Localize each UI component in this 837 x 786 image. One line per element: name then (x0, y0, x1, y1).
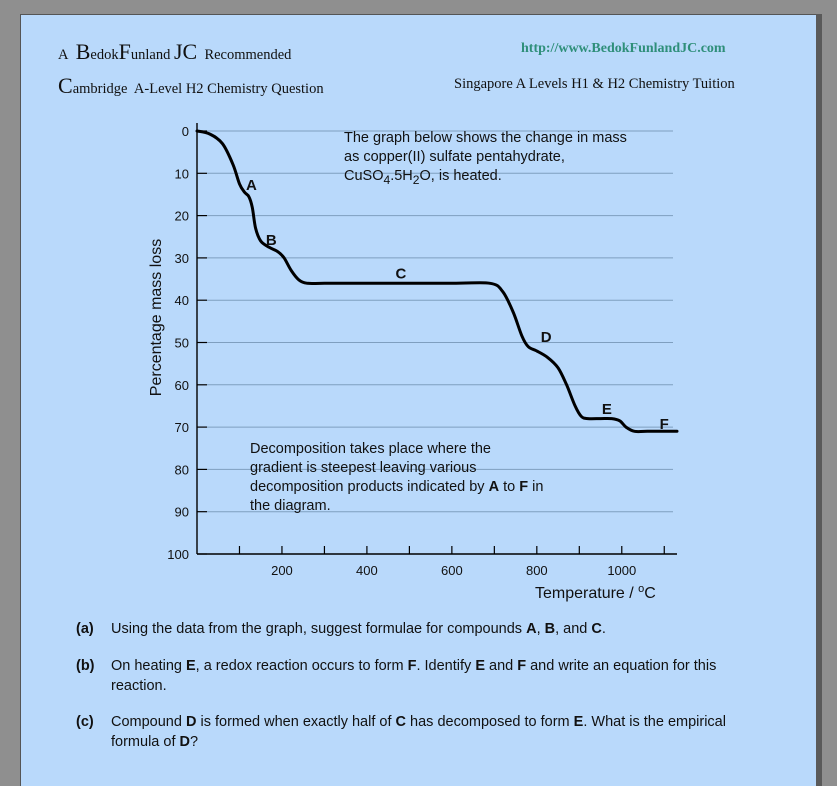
header-tuition: Singapore A Levels H1 & H2 Chemistry Tuition (454, 76, 735, 92)
q-bold: F (517, 658, 527, 674)
q-bold: D (185, 714, 197, 730)
point-label-c: C (395, 265, 407, 283)
x-tick-label: 800 (525, 563, 548, 578)
q-text: ? (189, 733, 199, 750)
formula-part: .5H (390, 168, 413, 184)
q-text: and write an equation for this reaction. (111, 658, 717, 694)
q-bold: A (526, 621, 537, 637)
q-text: Compound (111, 714, 186, 730)
question-c (76, 713, 761, 752)
y-tick-label: 0 (181, 124, 189, 139)
q-text: has decomposed to form (406, 714, 574, 730)
q-bold: D (179, 733, 190, 750)
y-tick-label: 80 (174, 462, 189, 478)
x-tick-label: 400 (356, 563, 378, 578)
header-cambridge-rest: ambridge (72, 81, 128, 97)
point-label-b: B (265, 231, 277, 249)
y-tick-label: 90 (174, 504, 189, 520)
header-cambridge-cap: C (58, 73, 73, 98)
x-axis-label-degree: o (638, 583, 645, 595)
worksheet-page (20, 14, 816, 786)
header-recommended-word: Recommended (204, 47, 292, 63)
decomposition-note-line1: Decomposition takes place where the (250, 441, 491, 457)
header-funland-cap: F (118, 39, 131, 64)
x-axis-label-unit: C (644, 585, 656, 602)
y-tick-label: 20 (174, 208, 189, 224)
q-bold: F (407, 658, 417, 674)
question-text (111, 620, 761, 640)
q-text: , and (555, 621, 592, 637)
graph-description-line1: The graph below shows the change in mass (344, 130, 627, 146)
q-bold: B (544, 621, 556, 637)
decomposition-note-line2: gradient is steepest leaving various (250, 460, 477, 476)
question-label: (c) (76, 714, 94, 730)
y-tick-label: 70 (174, 420, 189, 436)
point-label-f: F (659, 415, 669, 433)
q-text: On heating (111, 658, 186, 674)
note-text: in (528, 479, 544, 495)
point-label-e: E (601, 401, 612, 419)
q-bold: E (185, 658, 196, 674)
q-text: , (536, 621, 545, 637)
graph-description (344, 129, 684, 190)
header-a: A (58, 47, 69, 63)
point-label-a: A (245, 176, 257, 194)
header-jc: JC (173, 39, 198, 64)
x-tick-label: 200 (271, 563, 293, 578)
y-tick-label: 50 (174, 335, 189, 351)
y-axis-label: Percentage mass loss (148, 238, 165, 397)
header-url-link[interactable]: http://www.BedokFunlandJC.com (521, 41, 726, 56)
q-text: . Identify (416, 658, 476, 674)
x-tick-label: 600 (441, 563, 463, 578)
q-bold: C (395, 714, 407, 730)
y-tick-label: 100 (167, 547, 189, 562)
formula-subscript: 2 (412, 172, 420, 187)
header-bedok-cap: B (75, 39, 91, 64)
formula-subscript: 4 (383, 172, 391, 187)
question-b (76, 657, 761, 696)
decomposition-note-line4: the diagram. (250, 498, 331, 514)
note-text: to (499, 479, 520, 495)
x-tick-label: 1000 (607, 563, 637, 578)
q-text: , a redox reaction occurs to form (195, 658, 408, 674)
x-axis-label-pre: Temperature / (535, 585, 639, 602)
point-label-d: D (540, 329, 552, 347)
header-subject: A-Level H2 Chemistry Question (133, 81, 324, 97)
question-label: (b) (76, 658, 95, 674)
header-funland-rest: unland (130, 47, 171, 63)
y-tick-label: 10 (174, 166, 189, 182)
formula-part: CuSO (344, 168, 384, 184)
question-label: (a) (76, 621, 94, 637)
question-a (76, 620, 761, 640)
graph-description-line2: as copper(II) sulfate pentahydrate, (344, 149, 565, 165)
question-text (111, 713, 761, 752)
q-text: . (601, 621, 606, 637)
y-tick-label: 30 (174, 250, 189, 266)
question-text (111, 657, 761, 696)
decomposition-note (250, 440, 600, 516)
note-text: decomposition products indicated by (250, 479, 489, 495)
formula-part: O, is heated. (419, 168, 502, 184)
q-bold: E (475, 658, 485, 674)
graph-description-line3 (344, 167, 684, 190)
y-tick-label: 60 (174, 377, 189, 393)
mass-loss-chart (21, 15, 816, 615)
note-bold: F (519, 479, 529, 495)
q-bold: C (591, 621, 602, 637)
y-tick-label: 40 (174, 293, 189, 309)
q-text: and (484, 658, 518, 674)
x-axis-label (535, 583, 656, 602)
decomposition-note-line3 (250, 478, 600, 497)
note-bold: A (488, 479, 500, 495)
q-text: Using the data from the graph, suggest formulae for compounds (111, 621, 527, 637)
header-bedok-rest: edok (90, 47, 119, 63)
q-text: is formed when exactly half of (196, 714, 396, 730)
q-bold: E (573, 714, 584, 730)
q-text: . What is the empirical formula of (111, 714, 726, 750)
